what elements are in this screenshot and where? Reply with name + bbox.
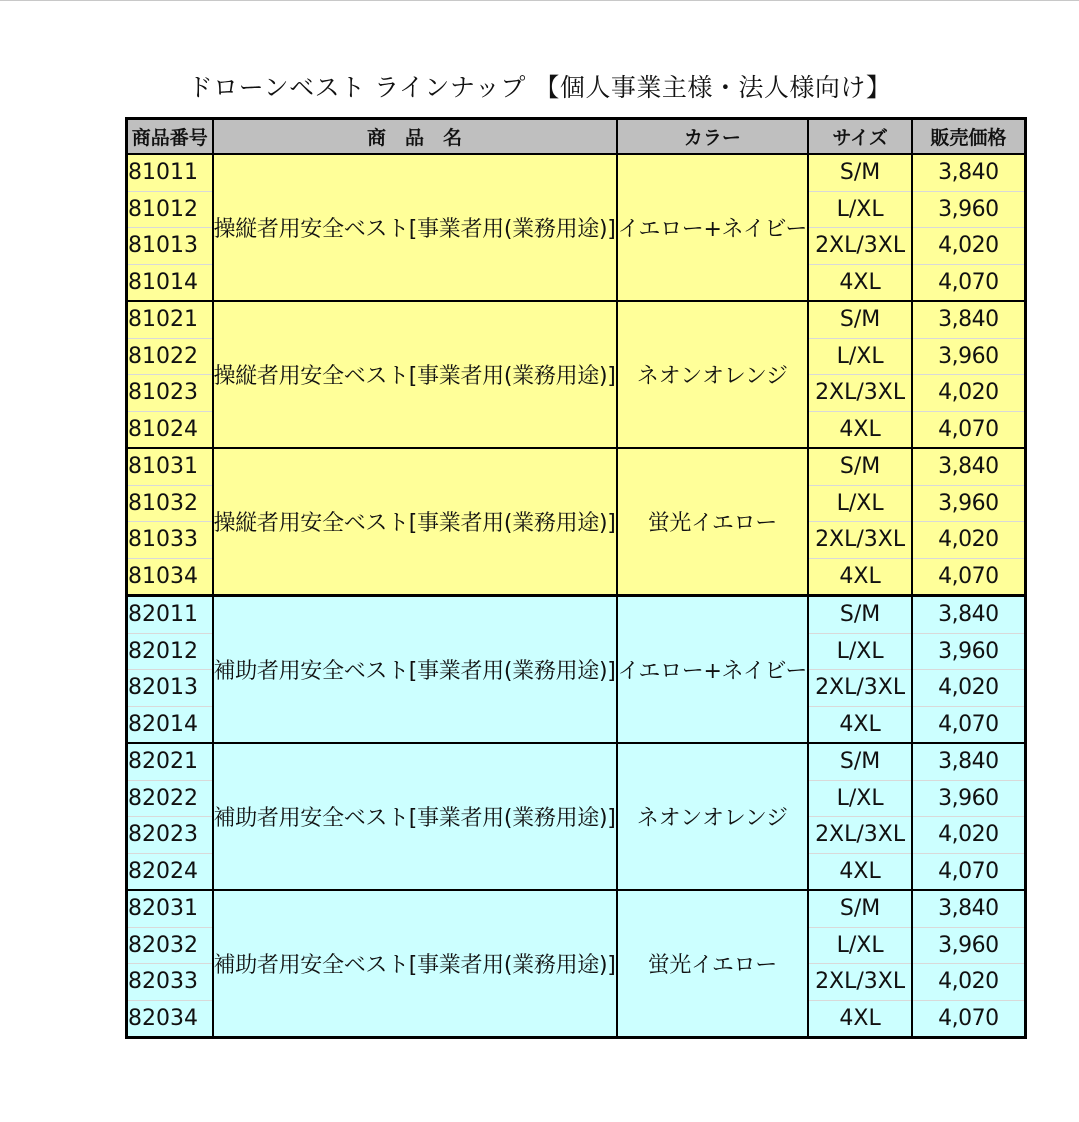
product-code-cell: 81012 (127, 191, 213, 228)
product-name-cell: 操縦者用安全ベスト[事業者用(業務用途)] (213, 301, 617, 448)
size-cell: 4XL (808, 1000, 912, 1038)
size-cell: 2XL/3XL (808, 964, 912, 1001)
product-name-cell: 補助者用安全ベスト[事業者用(業務用途)] (213, 890, 617, 1038)
price-cell: 3,840 (912, 743, 1025, 780)
price-cell: 3,960 (912, 338, 1025, 375)
product-code-cell: 81033 (127, 522, 213, 559)
price-cell: 3,960 (912, 485, 1025, 522)
price-cell: 4,070 (912, 558, 1025, 596)
product-code-cell: 81034 (127, 558, 213, 596)
header-name: 商 品 名 (213, 119, 617, 155)
table-row (127, 448, 1026, 485)
price-cell: 4,020 (912, 817, 1025, 854)
product-code-cell: 82013 (127, 670, 213, 707)
header-code: 商品番号 (127, 119, 213, 155)
price-cell: 4,020 (912, 670, 1025, 707)
price-cell: 4,020 (912, 522, 1025, 559)
product-name-cell: 補助者用安全ベスト[事業者用(業務用途)] (213, 743, 617, 890)
product-code-cell: 81024 (127, 411, 213, 448)
header-price: 販売価格 (912, 119, 1025, 155)
size-cell: 2XL/3XL (808, 670, 912, 707)
price-cell: 4,070 (912, 264, 1025, 301)
price-cell: 4,070 (912, 853, 1025, 890)
size-cell: 4XL (808, 558, 912, 596)
size-cell: L/XL (808, 485, 912, 522)
table-row (127, 743, 1026, 780)
size-cell: 4XL (808, 411, 912, 448)
price-cell: 3,960 (912, 191, 1025, 228)
page-title: ドローンベスト ラインナップ 【個人事業主様・法人様向け】 (187, 73, 892, 102)
color-cell: 蛍光イエロー (617, 890, 809, 1038)
table-row (127, 301, 1026, 338)
product-code-cell: 82033 (127, 964, 213, 1001)
price-cell: 3,840 (912, 448, 1025, 485)
price-cell: 3,960 (912, 927, 1025, 964)
size-cell: L/XL (808, 780, 912, 817)
product-code-cell: 81022 (127, 338, 213, 375)
color-cell: 蛍光イエロー (617, 448, 809, 596)
product-code-cell: 81021 (127, 301, 213, 338)
table-header-row (127, 119, 1026, 155)
product-code-cell: 81031 (127, 448, 213, 485)
size-cell: 2XL/3XL (808, 375, 912, 412)
product-code-cell: 82031 (127, 890, 213, 927)
price-cell: 4,070 (912, 411, 1025, 448)
size-cell: S/M (808, 743, 912, 780)
header-size: サイズ (808, 119, 912, 155)
product-code-cell: 82014 (127, 706, 213, 743)
size-cell: S/M (808, 301, 912, 338)
product-code-cell: 82034 (127, 1000, 213, 1038)
product-code-cell: 81023 (127, 375, 213, 412)
product-code-cell: 81014 (127, 264, 213, 301)
product-code-cell: 81032 (127, 485, 213, 522)
size-cell: 4XL (808, 853, 912, 890)
product-code-cell: 82011 (127, 596, 213, 634)
price-cell: 4,020 (912, 375, 1025, 412)
color-cell: イエロー+ネイビー (617, 154, 809, 301)
header-color: カラー (617, 119, 809, 155)
product-code-cell: 81013 (127, 228, 213, 265)
color-cell: ネオンオレンジ (617, 301, 809, 448)
table-body (127, 154, 1026, 1038)
size-cell: 2XL/3XL (808, 228, 912, 265)
price-cell: 3,840 (912, 301, 1025, 338)
product-code-cell: 82032 (127, 927, 213, 964)
size-cell: L/XL (808, 191, 912, 228)
size-cell: L/XL (808, 927, 912, 964)
product-code-cell: 82024 (127, 853, 213, 890)
product-name-cell: 操縦者用安全ベスト[事業者用(業務用途)] (213, 154, 617, 301)
size-cell: L/XL (808, 338, 912, 375)
color-cell: ネオンオレンジ (617, 743, 809, 890)
product-name-cell: 操縦者用安全ベスト[事業者用(業務用途)] (213, 448, 617, 596)
size-cell: 2XL/3XL (808, 817, 912, 854)
product-code-cell: 82012 (127, 633, 213, 670)
size-cell: 2XL/3XL (808, 522, 912, 559)
size-cell: S/M (808, 448, 912, 485)
product-code-cell: 82023 (127, 817, 213, 854)
price-cell: 3,960 (912, 633, 1025, 670)
size-cell: 4XL (808, 706, 912, 743)
product-code-cell: 82022 (127, 780, 213, 817)
product-code-cell: 81011 (127, 154, 213, 191)
size-cell: S/M (808, 890, 912, 927)
size-cell: 4XL (808, 264, 912, 301)
size-cell: S/M (808, 154, 912, 191)
top-divider (0, 0, 1079, 1)
price-cell: 3,840 (912, 890, 1025, 927)
table-row (127, 154, 1026, 191)
price-cell: 4,020 (912, 228, 1025, 265)
price-cell: 3,840 (912, 154, 1025, 191)
price-cell: 4,020 (912, 964, 1025, 1001)
table-row (127, 596, 1026, 634)
product-name-cell: 補助者用安全ベスト[事業者用(業務用途)] (213, 596, 617, 744)
price-cell: 3,960 (912, 780, 1025, 817)
product-code-cell: 82021 (127, 743, 213, 780)
price-cell: 4,070 (912, 706, 1025, 743)
size-cell: S/M (808, 596, 912, 634)
table-row (127, 890, 1026, 927)
product-lineup-table (125, 117, 1027, 1039)
size-cell: L/XL (808, 633, 912, 670)
price-cell: 3,840 (912, 596, 1025, 634)
price-cell: 4,070 (912, 1000, 1025, 1038)
color-cell: イエロー+ネイビー (617, 596, 809, 744)
